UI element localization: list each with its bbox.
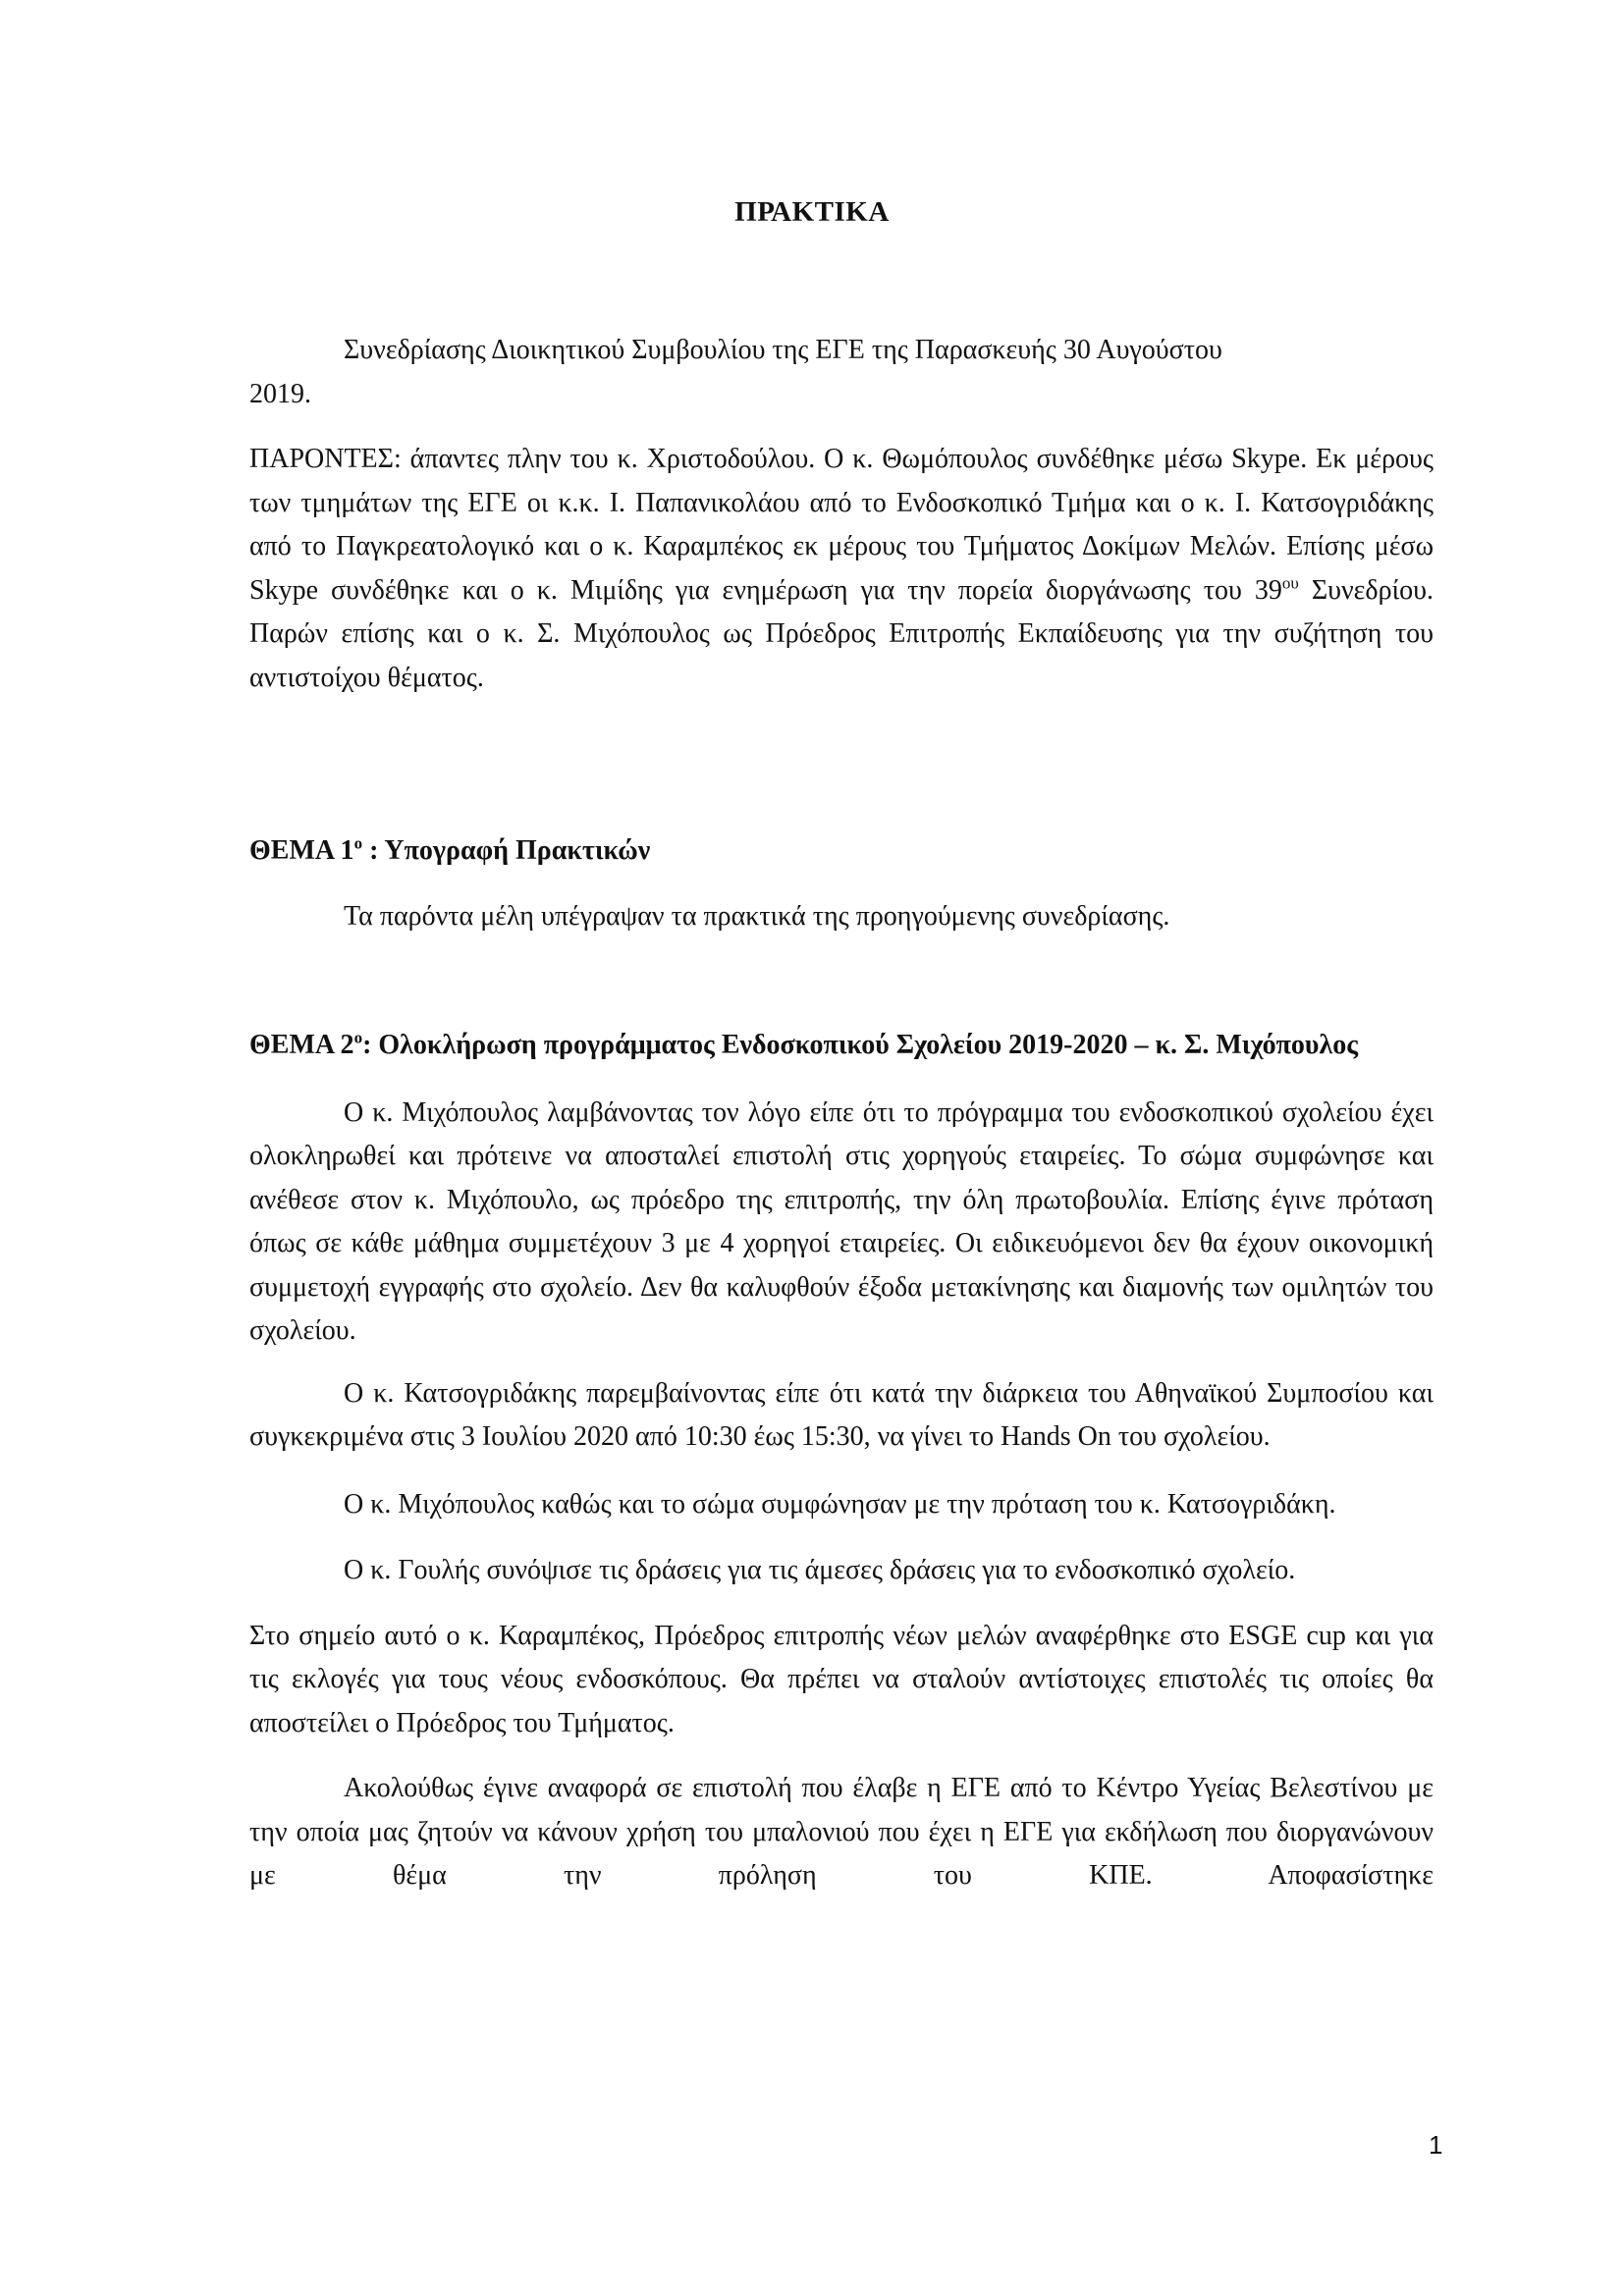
- topic-2-paragraph: Ο κ. Κατσογριδάκης παρεμβαίνοντας είπε ότι κατά την διάρκεια του Αθηναϊκού Συμποσίου και συγκεκριμένα στις 3 Ιουλίου 2020 από 10:30 έως 15:30, να γίνει το Hands On του σχολείου.: [249, 1377, 1434, 1452]
- topic-2-paragraph: Στο σημείο αυτό ο κ. Καραμπέκος, Πρόεδρος επιτροπής νέων μελών αναφέρθηκε στο ESGE cup και για τις εκλογές για τους νέους ενδοσκόπους. Θα πρέπει να σταλούν αντίστοιχες επιστολές τις οποίες θα αποστείλει ο Πρόεδρος του Τμήματος.: [249, 1620, 1434, 1738]
- intro-line-2: 2019.: [249, 378, 311, 409]
- topic-2-section: [249, 1024, 1434, 1898]
- meeting-intro: [249, 329, 1434, 416]
- ordinal-superscript: ου: [1281, 573, 1299, 593]
- topic-2-ordinal: ο: [353, 1028, 363, 1047]
- topic-1-heading: [249, 829, 1434, 874]
- topic-1-text: Τα παρόντα μέλη υπέγραψαν τα πρακτικά της προηγούμενης συνεδρίασης.: [344, 900, 1170, 932]
- attendees-text-cont: Συνεδρίου. Παρών επίσης και ο κ. Σ. Μιχόπουλος ως Πρόεδρος Επιτροπής Εκπαίδευσης για την συζήτηση του αντιστοίχου θέματος.: [249, 574, 1434, 693]
- topic-1-ordinal: ο: [353, 833, 363, 853]
- topic-2-heading-prefix: ΘΕΜΑ 2: [249, 1030, 354, 1060]
- topic-1-section: [249, 829, 1434, 938]
- topic-2-paragraph: Ο κ. Μιχόπουλος καθώς και το σώμα συμφώνησαν με την πρόταση του κ. Κατσογριδάκη.: [344, 1488, 1336, 1520]
- intro-line-1: Συνεδρίασης Διοικητικού Συμβουλίου της ΕΓΕ της Παρασκευής 30 Αυγούστου: [344, 335, 1222, 365]
- topic-1-heading-prefix: ΘΕΜΑ 1: [249, 835, 354, 866]
- document-title: ΠΡΑΚΤΙΚΑ: [734, 196, 890, 228]
- topic-2-paragraph: Ακολούθως έγινε αναφορά σε επιστολή που έλαβε η ΕΓΕ από το Κέντρο Υγείας Βελεστίνου με την οποία μας ζητούν να κάνουν χρήση του μπαλονιού που έχει η ΕΓΕ για εκδήλωση που διοργανώνουν με θέμα την πρόληση του ΚΠΕ. Αποφασίστηκε: [249, 1773, 1434, 1891]
- topic-2-heading: [249, 1024, 1434, 1068]
- attendees-paragraph: [249, 438, 1434, 700]
- attendees-text: ΠΑΡΟΝΤΕΣ: άπαντες πλην του κ. Χριστοδούλου. Ο κ. Θωμόπουλος συνδέθηκε μέσω Skype. Εκ μέρους των τμημάτων της ΕΓΕ οι κ.κ. Ι. Παπανικολάου από το Ενδοσκοπικό Τμήμα και ο κ. Ι. Κατσογριδάκης από το Παγκρεατολογικό και ο κ. Καραμπέκος εκ μέρους του Τμήματος Δοκίμων Μελών. Επίσης μέσω Skype συνδέθηκε και ο κ. Μιμίδης για ενημέρωση για την πορεία διοργάνωσης του 39: [249, 444, 1434, 606]
- topic-2-paragraph: Ο κ. Γουλής συνόψισε τις δράσεις για τις άμεσες δράσεις για το ενδοσκοπικό σχολείο.: [344, 1555, 1296, 1585]
- topic-2-heading-title: : Ολοκλήρωση προγράμματος Ενδοσκοπικού Σχολείου 2019-2020 – κ. Σ. Μιχόπουλος: [362, 1030, 1359, 1060]
- topic-1-heading-title: : Υπογραφή Πρακτικών: [362, 835, 651, 866]
- page-number: 1: [1429, 2130, 1443, 2160]
- topic-2-paragraph: Ο κ. Μιχόπουλος λαμβάνοντας τον λόγο είπε ότι το πρόγραμμα του ενδοσκοπικού σχολείου έχει ολοκληρωθεί και πρότεινε να αποσταλεί επιστολή στις χορηγούς εταιρείες. Το σώμα συμφώνησε και ανέθεσε στον κ. Μιχόπουλο, ως πρόεδρο της επιτροπής, την όλη πρωτοβουλία. Επίσης έγινε πρόταση όπως σε κάθε μάθημα συμμετέχουν 3 με 4 χορηγοί εταιρείες. Οι ειδικευόμενοι δεν θα έχουν οικονομική συμμετοχή εγγραφής στο σχολείο. Δεν θα καλυφθούν έξοδα μετακίνησης και διαμονής των ομιλητών του σχολείου.: [249, 1096, 1434, 1346]
